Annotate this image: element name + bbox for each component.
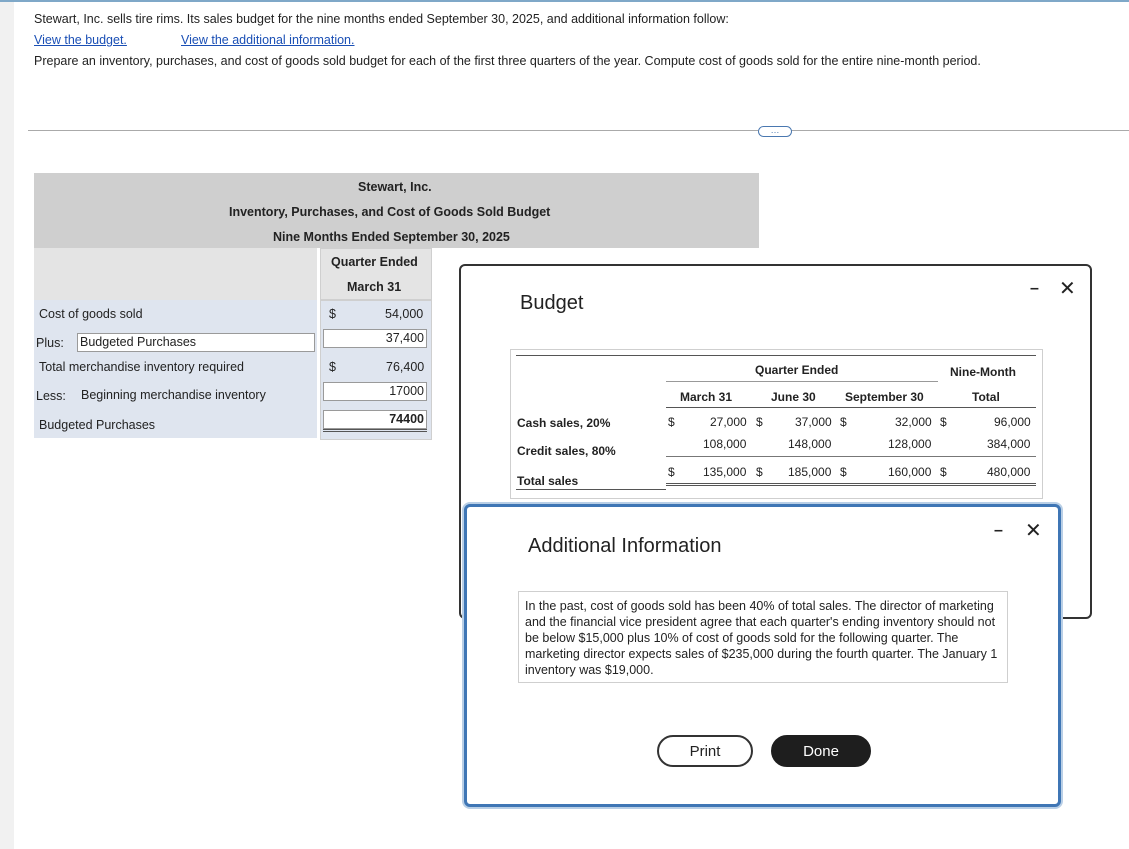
subtotal-rule [666,456,1036,457]
info-close-icon[interactable]: ✕ [1025,520,1042,542]
beginning-inventory-input[interactable]: 17000 [323,382,427,401]
print-button[interactable]: Print [657,735,753,767]
row-credit-total: 384,000 [987,437,1031,451]
budget-col-total: Total [972,390,1000,404]
row-total-march: 135,000 [703,465,747,479]
info-text: In the past, cost of goods sold has been 40% of total sales. The director of marketing and the financial vice president agree that each quarter's ending inventory should not be below $15,000 plus 10% of cost of goods sold for the following quarter. The marketing director expects sales of $235,000 during the fourth quarter. The January 1 inventory was $19,000. [518,591,1008,683]
total-double-rule [666,483,1036,486]
left-gutter [0,2,14,849]
budget-title: Inventory, Purchases, and Cost of Goods Sold Budget [229,205,551,219]
less-label: Beginning merchandise inventory [81,388,266,402]
company-name: Stewart, Inc. [358,180,432,194]
info-minimize-icon[interactable]: – [994,522,1003,539]
budget-col-june: June 30 [771,390,816,404]
total-required-dollar: $ [329,360,336,374]
budget-col-march: March 31 [680,390,733,404]
row-cash-dollar-june: $ [756,415,763,429]
budgeted-purchases-input[interactable]: 74400 [323,410,427,429]
row-credit-march: 108,000 [703,437,747,451]
total-required-label: Total merchandise inventory required [39,360,244,374]
done-button[interactable]: Done [771,735,871,767]
separator-right [790,130,1129,131]
row-total-dollar-march: $ [668,465,675,479]
budget-period: Nine Months Ended September 30, 2025 [273,230,510,244]
row-cash-dollar-sept: $ [840,415,847,429]
row-total-sept: 160,000 [888,465,932,479]
budget-minimize-icon[interactable]: – [1030,280,1039,297]
row-total-dollar-june: $ [756,465,763,479]
budget-nine-month: Nine-Month [950,365,1016,379]
row-total-june: 185,000 [788,465,832,479]
budget-col-sept: September 30 [845,390,924,404]
header-rule [666,407,1036,408]
top-border [0,0,1129,2]
quarter-rule [666,381,938,382]
row-credit-june: 148,000 [788,437,832,451]
cogs-label: Cost of goods sold [39,307,143,321]
col-header-march: March 31 [347,280,402,294]
plus-value-input[interactable]: 37,400 [323,329,427,348]
cogs-value: 54,000 [385,307,424,321]
budget-quarter-ended: Quarter Ended [755,363,839,377]
budget-close-icon[interactable]: ✕ [1059,278,1076,300]
budget-modal-title: Budget [520,292,584,314]
row-cash-total: 96,000 [994,415,1031,429]
row-cash-june: 37,000 [795,415,832,429]
question-instruction: Prepare an inventory, purchases, and cost of goods sold budget for each of the first three quarters of the year. Compute cost of goods sold for the entire nine-month period. [34,54,981,68]
row-credit-label: Credit sales, 80% [517,444,616,458]
view-info-link[interactable]: View the additional information. [181,33,355,47]
double-underline [323,429,427,432]
budget-top-rule [516,355,1036,356]
label-bottom-rule [516,489,666,490]
row-total-dollar-sept: $ [840,465,847,479]
col-header-quarter-ended: Quarter Ended [331,255,418,269]
expand-more-button[interactable]: … [758,126,792,137]
row-total-label: Total sales [517,474,579,488]
budgeted-purchases-label: Budgeted Purchases [39,418,156,432]
plus-prefix: Plus: [36,336,64,350]
row-total-dollar-total: $ [940,465,947,479]
question-intro: Stewart, Inc. sells tire rims. Its sales budget for the nine months ended September 30, 2025, and additional information follow: [34,12,729,26]
row-total-total: 480,000 [987,465,1031,479]
info-modal-title: Additional Information [528,535,722,557]
row-cash-label: Cash sales, 20% [517,416,611,430]
less-prefix: Less: [36,389,66,403]
plus-line-input[interactable]: Budgeted Purchases [77,333,315,352]
row-cash-dollar-march: $ [668,415,675,429]
row-cash-march: 27,000 [710,415,747,429]
separator-left [28,130,758,131]
row-cash-dollar-total: $ [940,415,947,429]
row-cash-sept: 32,000 [895,415,932,429]
view-budget-link[interactable]: View the budget. [34,33,127,47]
row-credit-sept: 128,000 [888,437,932,451]
cogs-dollar: $ [329,307,336,321]
total-required-value: 76,400 [386,360,425,374]
